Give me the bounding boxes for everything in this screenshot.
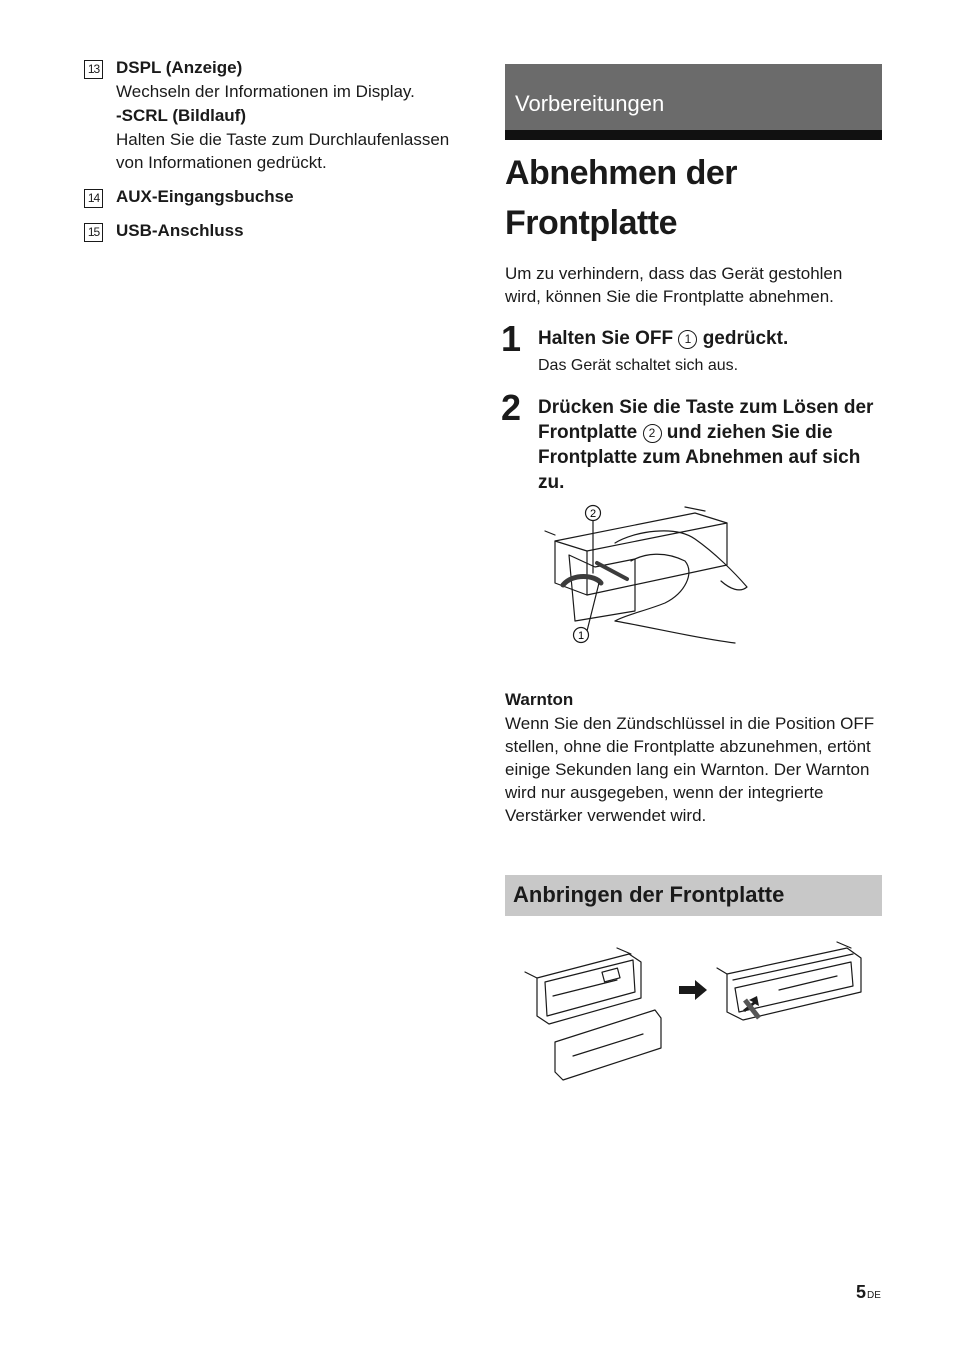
step-note: Das Gerät schaltet sich aus. bbox=[538, 357, 739, 374]
item-number-box: 13 bbox=[84, 60, 103, 79]
step-text-part: und ziehen Sie die Frontplatte zum Abnehmen auf sich zu. bbox=[538, 422, 861, 493]
attach-faceplate-illustration bbox=[517, 940, 877, 1090]
page-number-value: 5 bbox=[856, 1282, 867, 1302]
item-title: USB-Anschluss bbox=[116, 220, 244, 240]
item-number-box: 15 bbox=[84, 223, 103, 242]
item-sub-description: Halten Sie die Taste zum Durchlaufenlassen von Informationen gedrückt. bbox=[116, 129, 450, 172]
figure-callout-2: 2 bbox=[589, 508, 597, 520]
page-number-suffix: DE bbox=[867, 1290, 881, 1301]
step-instruction bbox=[538, 395, 882, 495]
step-number: 1 bbox=[501, 318, 522, 359]
main-content bbox=[501, 64, 882, 1095]
figure-callout-1: 1 bbox=[577, 630, 585, 642]
step-text-part: Halten Sie OFF bbox=[538, 328, 679, 349]
circled-number-2: 2 bbox=[643, 424, 662, 443]
step-number: 2 bbox=[501, 387, 522, 428]
item-subtitle: -SCRL (Bildlauf) bbox=[116, 105, 247, 125]
step-text-part: gedrückt. bbox=[697, 328, 789, 349]
step-text-part: Drücken Sie die Taste zum Lösen der Frontplatte bbox=[538, 397, 874, 443]
list-item-14 bbox=[84, 185, 464, 209]
detach-faceplate-illustration bbox=[535, 503, 765, 653]
section-header: Vorbereitungen bbox=[505, 64, 882, 140]
list-item-13 bbox=[84, 56, 464, 175]
subsection-header: Anbringen der Frontplatte bbox=[505, 875, 882, 916]
item-description: Wechseln der Informationen im Display. bbox=[116, 82, 415, 101]
step-2 bbox=[501, 387, 882, 495]
warning-text: Wenn Sie den Zündschlüssel in die Position OFF stellen, ohne die Frontplatte abzunehmen, ertönt einige Sekunden lang ein Warnton. Der Warnton wird nur ausgegeben, wenn der integrierte Verstärker verwendet wird. bbox=[505, 714, 875, 825]
item-title: DSPL (Anzeige) bbox=[116, 58, 243, 77]
warning-heading: Warnton bbox=[505, 690, 574, 709]
intro-paragraph: Um zu verhindern, dass das Gerät gestohlen wird, können Sie die Frontplatte abnehmen. bbox=[505, 264, 843, 306]
step-1 bbox=[501, 318, 882, 377]
item-number-box: 14 bbox=[84, 189, 103, 208]
step-instruction bbox=[538, 326, 882, 351]
arrow-right-icon bbox=[679, 980, 707, 1000]
feature-list bbox=[84, 56, 464, 253]
list-item-15 bbox=[84, 219, 464, 243]
page-number bbox=[856, 1282, 881, 1303]
item-title: AUX-Eingangsbuchse bbox=[116, 186, 294, 206]
circled-number-1: 1 bbox=[678, 330, 697, 349]
page-title: Abnehmen der Frontplatte bbox=[505, 154, 738, 242]
